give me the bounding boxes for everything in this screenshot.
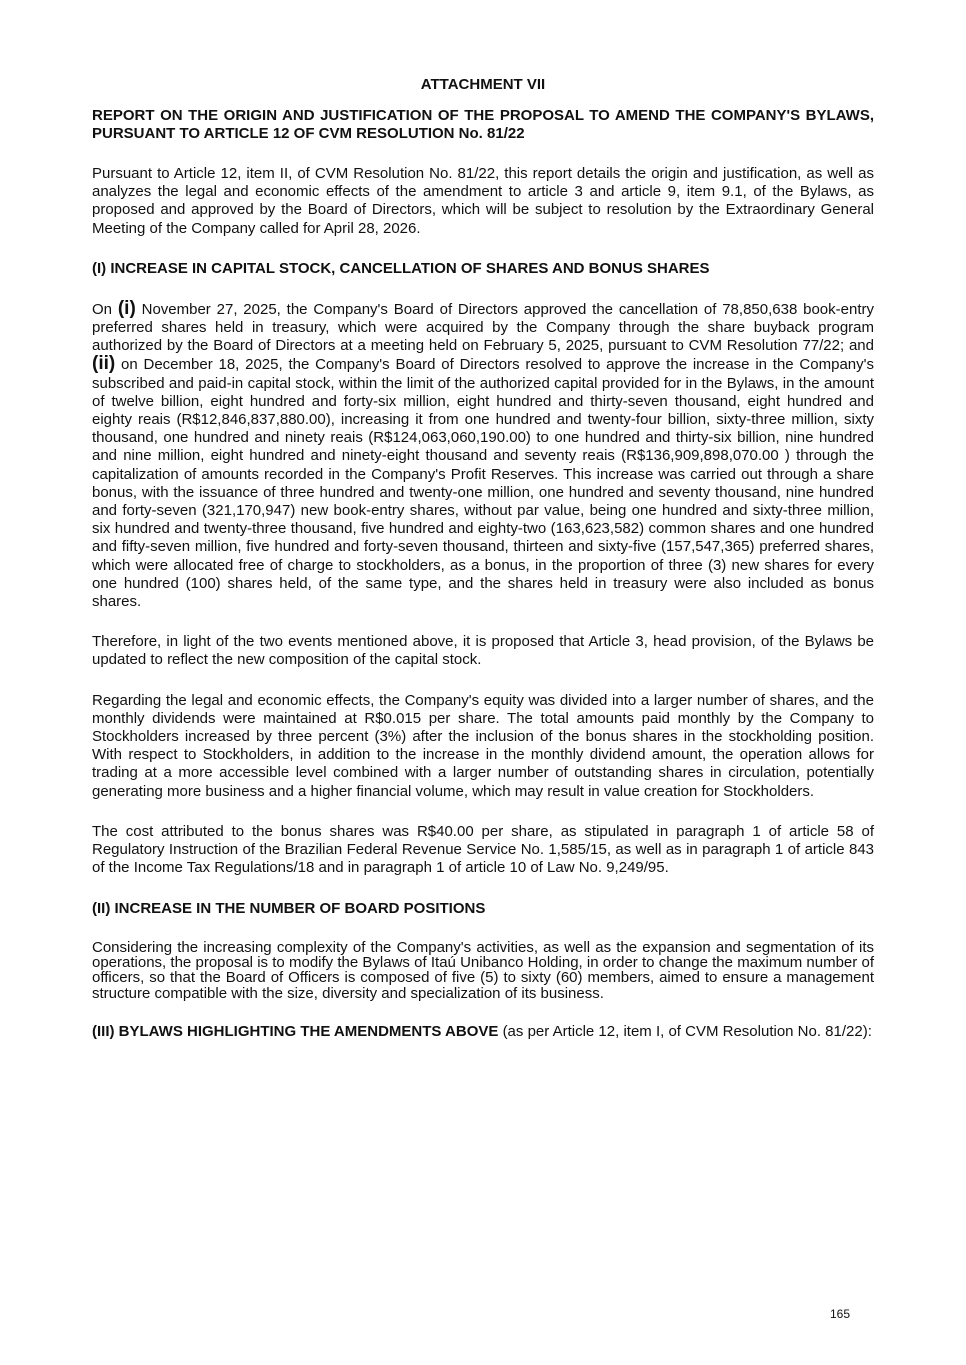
section-2-paragraph-1: Considering the increasing complexity of the Company's activities, as well as the expansion and segmentation of its operations, the proposal is to modify the Bylaws of Itaú Unibanco Holding, in order to change the maximum number of officers, so that the Board of Officers is composed of five (5) to sixty (60) members, aimed to ensure a management structure compatible with the size, diversity and specialization of its business. bbox=[92, 938, 874, 1002]
page-number: 165 bbox=[829, 1307, 850, 1321]
item-ii-marker: (ii) bbox=[92, 353, 116, 375]
section-3-heading-rest: (as per Article 12, item I, of CVM Resolution No. 81/22): bbox=[502, 1023, 872, 1041]
page-title: ATTACHMENT VII bbox=[420, 76, 546, 93]
section-1-paragraph-1 bbox=[92, 297, 874, 611]
report-heading: REPORT ON THE ORIGIN AND JUSTIFICATION OF THE PROPOSAL TO AMEND THE COMPANY'S BYLAWS, PURSUANT TO ARTICLE 12 OF CVM RESOLUTION No. 81/22 bbox=[92, 107, 874, 142]
section-3-heading bbox=[92, 1023, 874, 1041]
section-2-heading: (II) INCREASE IN THE NUMBER OF BOARD POSITIONS bbox=[92, 899, 486, 917]
section-3-heading-bold: (III) BYLAWS HIGHLIGHTING THE AMENDMENTS ABOVE bbox=[92, 1023, 499, 1041]
section-1-paragraph-3: Regarding the legal and economic effects, the Company's equity was divided into a larger number of shares, and the monthly dividends were maintained at R$0.015 per share. The total amounts paid monthly by the Company to Stockholders increased by three percent (3%) after the inclusion of the bonus shares in the stockholding position. With respect to Stockholders, in addition to the increase in the monthly dividend amount, the operation allows for trading at a more accessible level combined with a larger number of outstanding shares in circulation, potentially generating more business and a higher financial volume, which may result in value creation for Stockholders. bbox=[92, 691, 874, 800]
item-i-text: November 27, 2025, the Company's Board of Directors approved the cancellation of 78,850,638 book-entry preferred shares held in treasury, which were acquired by the Company through the share buyback program authorized by the Board of Directors at a meeting held on February 5, 2025, pursuant to CVM Resolution 77/22; and bbox=[92, 300, 874, 355]
section-1-heading: (I) INCREASE IN CAPITAL STOCK, CANCELLATION OF SHARES AND BONUS SHARES bbox=[92, 259, 710, 277]
intro-paragraph: Pursuant to Article 12, item II, of CVM Resolution No. 81/22, this report details the origin and justification, as well as analyzes the legal and economic effects of the amendment to article 3 and article 9, item 9.1, of the Bylaws, as proposed and approved by the Board of Directors, which will be subject to resolution by the Extraordinary General Meeting of the Company called for April 28, 2026. bbox=[92, 165, 874, 237]
item-i-marker: (i) bbox=[117, 297, 136, 319]
section-1-paragraph-2: Therefore, in light of the two events mentioned above, it is proposed that Article 3, head provision, of the Bylaws be updated to reflect the new composition of the capital stock. bbox=[92, 633, 874, 669]
on-word: On bbox=[92, 300, 113, 318]
section-1-paragraph-4: The cost attributed to the bonus shares was R$40.00 per share, as stipulated in paragraph 1 of article 58 of Regulatory Instruction of the Brazilian Federal Revenue Service No. 1,585/15, as well as in paragraph 1 of article 843 of the Income Tax Regulations/18 and in paragraph 1 of article 10 of Law No. 9,249/95. bbox=[92, 822, 874, 877]
item-ii-text: on December 18, 2025, the Company's Board of Directors resolved to approve the increase in the Company's subscribed and paid-in capital stock, within the limit of the authorized capital provided for in the Bylaws, in the amount of twelve billion, eight hundred and forty-six million, eight hundred and thirty-seven thousand, eight hundred and eighty reais (R$12,846,837,880.00), increasing it from one hundred and twenty-four billion, sixty-three million, sixty thousand, one hundred and ninety reais (R$124,063,060,190.00) to one hundred and thirty-six billion, nine hundred and nine million, eight hundred and ninety-eight thousand and seventy reais (R$136,909,898,070.00 ) through the capitalization of amounts recorded in the Company's Profit Reserves. This increase was carried out through a share bonus, with the issuance of three hundred and twenty-one million, one hundred and seventy thousand, nine hundred and forty-seven (321,170,947) new book-entry shares, without par value, being one hundred and sixty-three million, six hundred and twenty-three thousand, five hundred and eighty-two (163,623,582) common shares and one hundred and fifty-seven million, five hundred and forty-seven thousand, thirteen and sixty-five (157,547,365) preferred shares, which were allocated free of charge to stockholders, as a bonus, in the proportion of three (3) new shares for every one hundred (100) shares held, of the same type, and the shares held in treasury were also included as bonus shares. bbox=[92, 356, 874, 611]
